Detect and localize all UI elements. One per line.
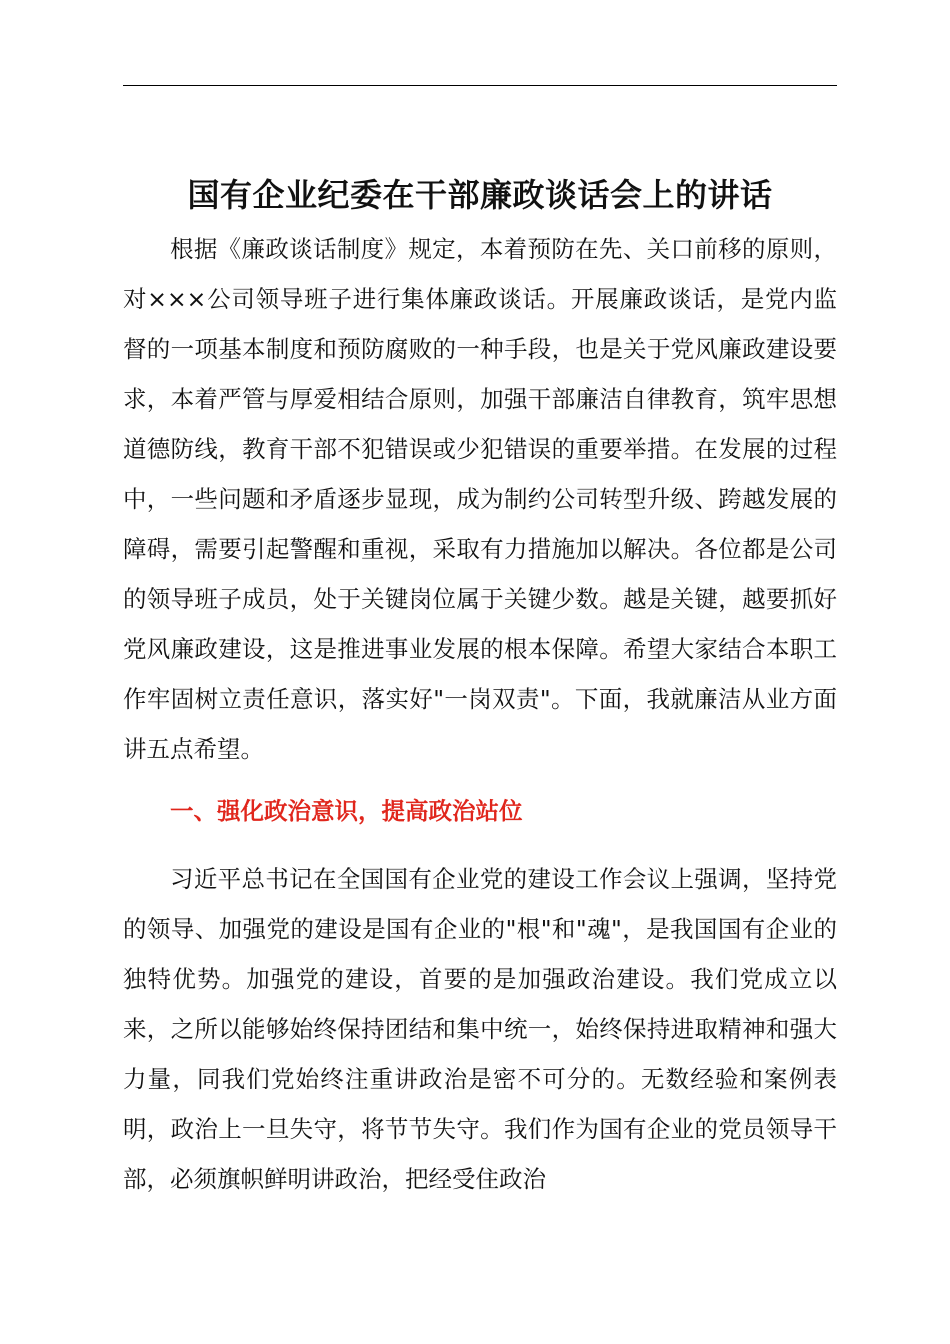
intro-paragraph: 根据《廉政谈话制度》规定，本着预防在先、关口前移的原则，对×××公司领导班子进行集体廉政谈话。开展廉政谈话，是党内监督的一项基本制度和预防腐败的一种手段，也是关于党风廉政建设要求，本着严管与厚爱相结合原则，加强干部廉洁自律教育，筑牢思想道德防线，教育干部不犯错误或少犯错误的重要举措。在发展的过程中，一些问题和矛盾逐步显现，成为制约公司转型升级、跨越发展的障碍，需要引起警醒和重视，采取有力措施加以解决。各位都是公司的领导班子成员，处于关键岗位属于关键少数。越是关键，越要抓好党风廉政建设，这是推进事业发展的根本保障。希望大家结合本职工作牢固树立责任意识，落实好"一岗双责"。下面，我就廉洁从业方面讲五点希望。 <box>123 235 837 763</box>
header-rule <box>123 85 837 86</box>
document-title: 国有企业纪委在干部廉政谈话会上的讲话 <box>187 176 773 215</box>
section-1-paragraph: 习近平总书记在全国国有企业党的建设工作会议上强调，坚持党的领导、加强党的建设是国有企业的"根"和"魂"，是我国国有企业的独特优势。加强党的建设，首要的是加强政治建设。我们党成立以来，之所以能够始终保持团结和集中统一，始终保持进取精神和强大力量，同我们党始终注重讲政治是密不可分的。无数经验和案例表明，政治上一旦失守，将节节失守。我们作为国有企业的党员领导干部，必须旗帜鲜明讲政治，把经受住政治 <box>123 865 837 1193</box>
section-1-heading: 一、强化政治意识，提高政治站位 <box>170 797 523 825</box>
